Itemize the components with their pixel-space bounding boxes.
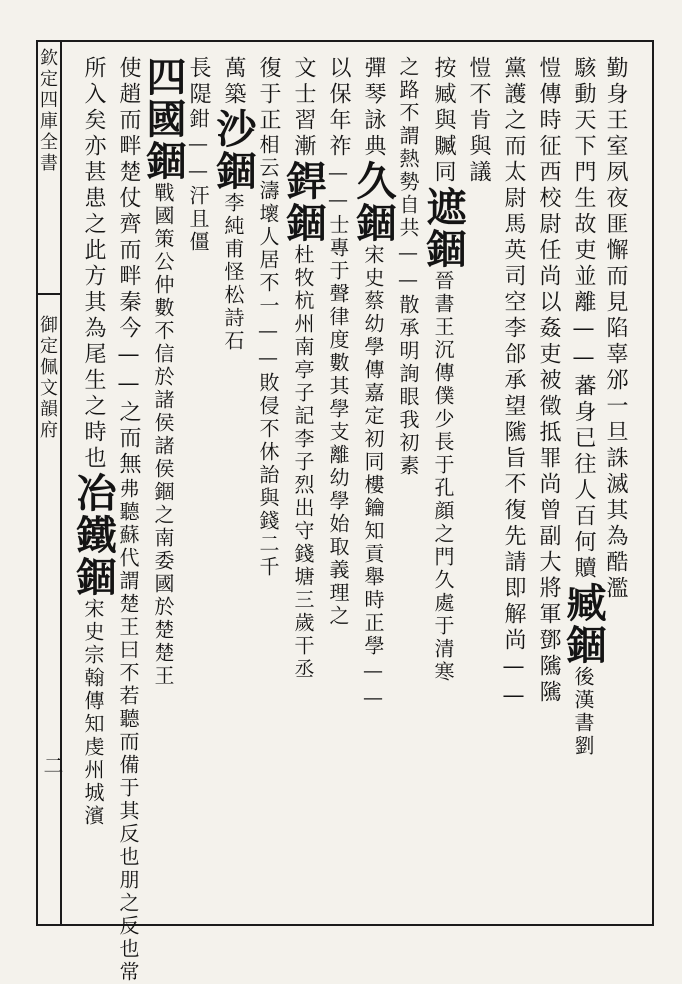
page-number: 二 bbox=[40, 755, 64, 775]
text-column-4: 黨護之而太尉馬英司空李郃承望隲旨不復先請即解尚—— bbox=[501, 56, 526, 712]
headword: 沙錮 bbox=[210, 108, 257, 192]
headword: 四國錮 bbox=[140, 56, 187, 182]
text-column-14: 四國錮戰國策公仲數不信於諸侯諸侯錮之南委國於楚楚王 bbox=[140, 56, 187, 688]
text-column-12: 萬築沙錮李純甫怪松詩石 bbox=[210, 56, 257, 353]
gutter-book-title: 欽定四庫全書 bbox=[37, 48, 58, 174]
text-column-13: 長隄鉗——汗且僵 bbox=[186, 56, 211, 254]
gutter-sub-title: 御定佩文韻府 bbox=[37, 315, 58, 441]
text-column-5: 愷不肯與議 bbox=[466, 56, 491, 186]
gutter-rule bbox=[60, 40, 62, 926]
text-column-10: 文士習漸銲錮杜牧杭州南亭子記李子烈出守錢塘三歲干丞 bbox=[280, 56, 327, 681]
headword: 久錮 bbox=[350, 160, 397, 244]
text-column-16: 所入矣亦甚患之此方其為尾生之時也冶鐵錮宋史宗翰傳知虔州城濱 bbox=[70, 56, 117, 828]
text-column-8: 彈琴詠典久錮宋史蔡幼學傳嘉定初同樓鑰知貢舉時正學—— bbox=[350, 56, 397, 712]
gutter-divider bbox=[36, 293, 60, 295]
text-column-15: 使趙而畔楚仗齊而畔秦今——之而無弗聽蘇代謂楚王曰不若聽而備于其反也朋之反也常 bbox=[116, 56, 141, 984]
text-column-9: 以保年祚——士專于聲律度數其學支離幼學始取義理之 bbox=[326, 56, 351, 628]
headword: 冶鐵錮 bbox=[70, 472, 117, 598]
headword: 臧錮 bbox=[560, 582, 607, 666]
headword: 銲錮 bbox=[280, 160, 327, 244]
text-column-1: 勤身王室夙夜匪懈而見陷辜邠一旦誅滅其為酷濫 bbox=[603, 56, 628, 602]
text-column-11: 復于正相云濤壞人居不一——敗侵不休詒與錢二千 bbox=[256, 56, 281, 579]
text-column-7: 之路不謂熱勢自共——散承明詢眼我初素 bbox=[396, 56, 420, 478]
headword: 遮錮 bbox=[420, 186, 467, 270]
text-column-3: 愷傳時征西校尉任尚以姦吏被徵抵罪尚曾副大將軍鄧隲隲 bbox=[536, 56, 561, 706]
text-column-2: 駭動天下門生故吏並離——蕃身已往人百何贖臧錮後漢書劉 bbox=[560, 56, 607, 758]
text-column-6: 按臧與贓同遮錮晉書王沉傳僕少長于孔顔之門久處于清寒 bbox=[420, 56, 467, 684]
